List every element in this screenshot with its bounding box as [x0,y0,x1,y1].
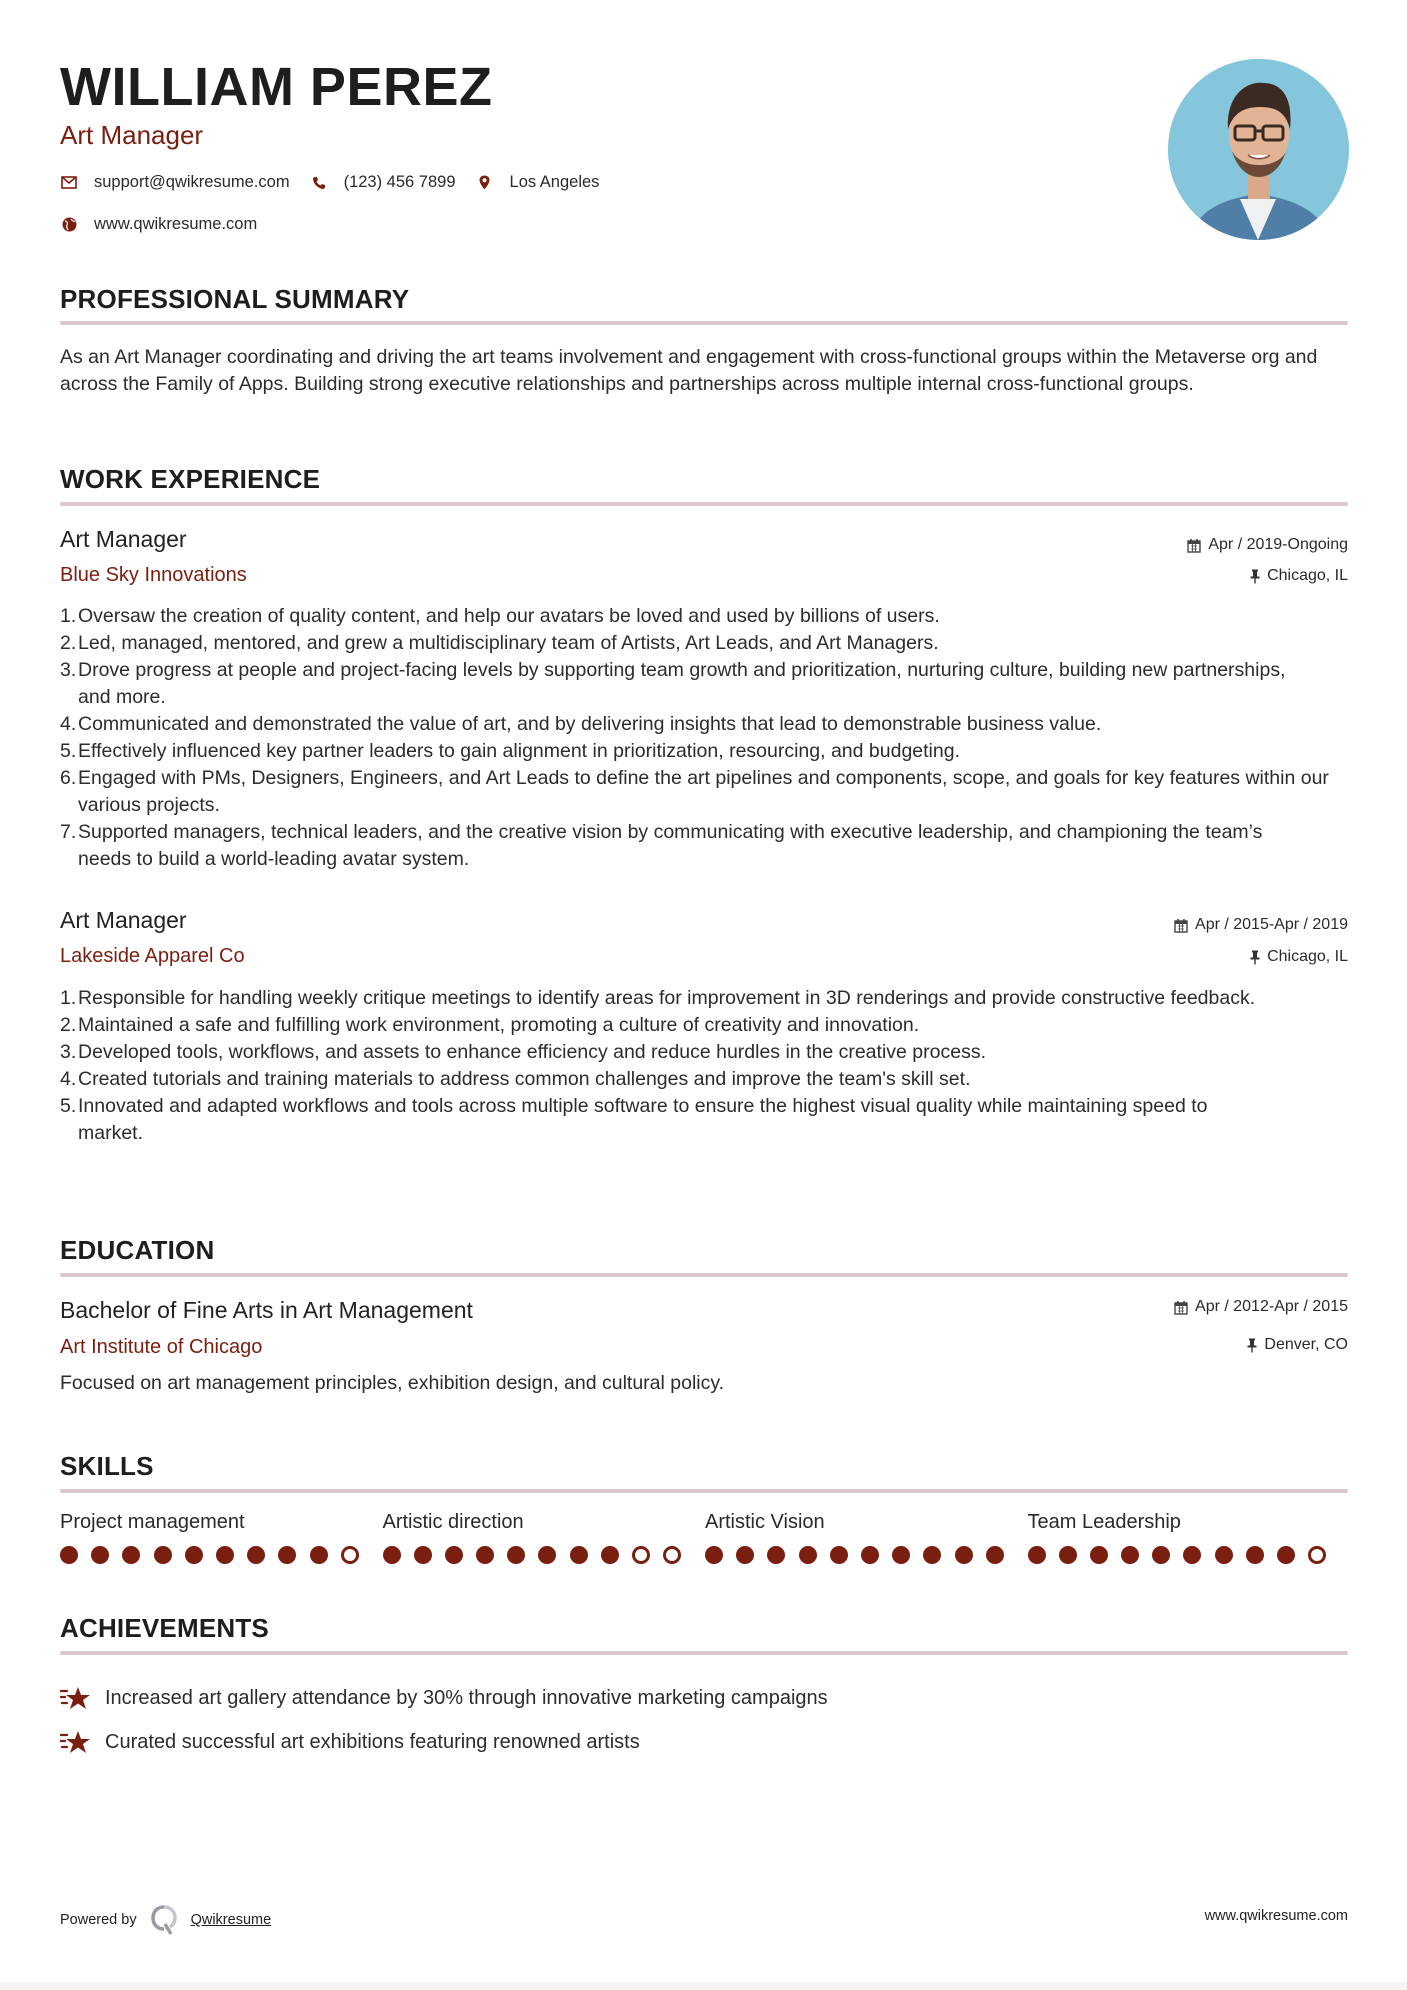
education-dates-text: Apr / 2012-Apr / 2015 [1195,1298,1348,1315]
achievement-text: Curated successful art exhibitions featuring renowned artists [105,1730,640,1753]
job-dates-text: Apr / 2015-Apr / 2019 [1195,916,1348,933]
section-divider [60,1489,1348,1493]
bullet-item: 3. Drove progress at people and project-facing levels by supporting team growth and prioritization, nurturing culture, building new partnerships, and more. [60,659,1286,708]
contact-location [476,173,600,192]
rating-dot-filled-icon [601,1546,619,1564]
calendar-icon [1187,538,1201,553]
website-text: www.qwikresume.com [94,215,258,233]
qwikresume-link[interactable]: Qwikresume [190,1912,272,1928]
skill-rating [705,1546,1028,1564]
rating-dot-filled-icon [414,1546,432,1564]
powered-by-label: Powered by [60,1912,137,1928]
profile-photo [1168,59,1349,240]
candidate-role: Art Manager [60,120,204,150]
contact-email[interactable] [60,173,290,192]
job-bullets [60,603,1350,873]
section-title-skills: SKILLS [60,1451,154,1481]
skill-rating [1028,1546,1351,1564]
skills-grid [60,1512,1350,1564]
achievement-item [60,1720,828,1764]
section-title-education: EDUCATION [60,1235,215,1265]
rating-dot-filled-icon [383,1546,401,1564]
contact-row [60,173,619,192]
skill-name: Project management [60,1511,245,1533]
contact-row [60,215,277,234]
rating-dot-filled-icon [892,1546,910,1564]
education-description: Focused on art management principles, exhibition design, and cultural policy. [60,1372,725,1394]
rating-dot-filled-icon [955,1546,973,1564]
person-avatar-icon [1168,59,1349,240]
rating-dot-filled-icon [1277,1546,1295,1564]
rating-dot-filled-icon [60,1546,78,1564]
qwikresume-logo-icon [151,1905,177,1935]
rating-dot-filled-icon [1152,1546,1170,1564]
rating-dot-filled-icon [570,1546,588,1564]
rating-dot-filled-icon [445,1546,463,1564]
job-company: Lakeside Apparel Co [60,945,245,967]
rating-dot-filled-icon [1059,1546,1077,1564]
shooting-star-icon [60,1683,92,1713]
bullet-item: 5. Effectively influenced key partner leaders to gain alignment in prioritization, resourcing, and budgeting. [60,740,960,762]
email-text: support@qwikresume.com [94,173,290,191]
job-title: Art Manager [60,907,187,933]
pushpin-icon [1250,569,1260,584]
bullet-item: 4. Created tutorials and training materials to address common challenges and improve the team's skill set. [60,1068,971,1090]
globe-icon [60,216,78,234]
job-location [1250,949,1348,965]
education-location-text: Denver, CO [1264,1336,1348,1353]
job-dates-text: Apr / 2019-Ongoing [1208,536,1348,553]
section-divider [60,1273,1348,1277]
bullet-item: 5. Innovated and adapted workflows and tools across multiple software to ensure the highest visual quality while maintaining speed to market. [60,1095,1208,1144]
envelope-icon [60,174,78,192]
skill-item [705,1512,1028,1564]
section-title-achievements: ACHIEVEMENTS [60,1613,269,1643]
job-location-text: Chicago, IL [1267,948,1348,965]
rating-dot-filled-icon [247,1546,265,1564]
achievement-text: Increased art gallery attendance by 30% through innovative marketing campaigns [105,1686,828,1709]
achievement-item [60,1676,828,1720]
rating-dot-filled-icon [767,1546,785,1564]
job-dates [1187,537,1348,553]
pushpin-icon [1250,950,1260,965]
rating-dot-filled-icon [1090,1546,1108,1564]
section-divider [60,1651,1348,1655]
skill-item [383,1512,706,1564]
rating-dot-filled-icon [923,1546,941,1564]
contact-phone[interactable] [310,173,456,192]
section-divider [60,321,1348,325]
footer-powered-by [60,1905,271,1935]
rating-dot-filled-icon [91,1546,109,1564]
section-title-summary: PROFESSIONAL SUMMARY [60,284,410,314]
job-dates [1174,917,1348,933]
pushpin-icon [1247,1338,1257,1353]
candidate-name: WILLIAM PEREZ [60,57,493,117]
job-location-text: Chicago, IL [1267,567,1348,584]
education-location [1247,1337,1348,1353]
rating-dot-filled-icon [122,1546,140,1564]
summary-text: As an Art Manager coordinating and driving the art teams involvement and engagement with cross-functional groups within the Metaverse org and across the Family of Apps. Building strong executive relationships and partnerships across multiple internal cross-functional groups. [60,346,1318,395]
bullet-item: 1. Responsible for handling weekly critique meetings to identify areas for improvement in 3D renderings and provide constructive feedback. [60,987,1256,1009]
skill-item [1028,1512,1351,1564]
skill-name: Artistic Vision [705,1511,825,1533]
rating-dot-filled-icon [830,1546,848,1564]
rating-dot-filled-icon [185,1546,203,1564]
rating-dot-filled-icon [1183,1546,1201,1564]
map-pin-icon [476,174,494,192]
rating-dot-empty-icon [632,1546,650,1564]
job-bullets [60,985,1350,1147]
contact-website[interactable] [60,215,257,234]
footer-website[interactable]: www.qwikresume.com [1204,1908,1348,1924]
phone-icon [310,174,328,192]
rating-dot-filled-icon [986,1546,1004,1564]
rating-dot-filled-icon [705,1546,723,1564]
rating-dot-empty-icon [663,1546,681,1564]
rating-dot-filled-icon [216,1546,234,1564]
achievements-list [60,1676,828,1764]
skill-rating [383,1546,706,1564]
bullet-item: 2. Maintained a safe and fulfilling work environment, promoting a culture of creativity and innovation. [60,1014,920,1036]
section-title-experience: WORK EXPERIENCE [60,464,321,494]
rating-dot-filled-icon [507,1546,525,1564]
calendar-icon [1174,1300,1188,1315]
bullet-item: 3. Developed tools, workflows, and assets to enhance efficiency and reduce hurdles in the creative process. [60,1041,986,1063]
shooting-star-icon [60,1727,92,1757]
rating-dot-filled-icon [861,1546,879,1564]
rating-dot-filled-icon [1028,1546,1046,1564]
rating-dot-filled-icon [799,1546,817,1564]
rating-dot-filled-icon [154,1546,172,1564]
skill-name: Artistic direction [382,1511,524,1533]
education-dates [1174,1299,1348,1315]
calendar-icon [1174,918,1188,933]
phone-text: (123) 456 7899 [343,173,456,191]
bullet-item: 1. Oversaw the creation of quality content, and help our avatars be loved and used by billions of users. [60,605,940,627]
page-bottom-edge [0,1982,1407,1990]
rating-dot-filled-icon [1215,1546,1233,1564]
rating-dot-filled-icon [1246,1546,1264,1564]
job-location [1250,568,1348,584]
rating-dot-empty-icon [1308,1546,1326,1564]
location-text: Los Angeles [509,173,600,191]
bullet-item: 7. Supported managers, technical leaders, and the creative vision by communicating with executive leadership, and championing the team’s needs to build a world-leading avatar system. [60,821,1263,870]
bullet-item: 6. Engaged with PMs, Designers, Engineers, and Art Leads to define the art pipelines and components, scope, and goals for key features within our various projects. [60,767,1329,816]
rating-dot-empty-icon [341,1546,359,1564]
bullet-item: 4. Communicated and demonstrated the value of art, and by delivering insights that lead to demonstrable business value. [60,713,1102,735]
skill-name: Team Leadership [1027,1511,1181,1533]
rating-dot-filled-icon [476,1546,494,1564]
rating-dot-filled-icon [310,1546,328,1564]
skill-item [60,1512,383,1564]
rating-dot-filled-icon [538,1546,556,1564]
job-title: Art Manager [60,526,187,552]
section-divider [60,502,1348,506]
education-degree: Bachelor of Fine Arts in Art Management [60,1297,473,1323]
rating-dot-filled-icon [278,1546,296,1564]
rating-dot-filled-icon [736,1546,754,1564]
bullet-item: 2. Led, managed, mentored, and grew a multidisciplinary team of Artists, Art Leads, and Art Managers. [60,632,939,654]
job-company: Blue Sky Innovations [60,564,247,586]
education-school: Art Institute of Chicago [60,1336,263,1358]
rating-dot-filled-icon [1121,1546,1139,1564]
skill-rating [60,1546,383,1564]
